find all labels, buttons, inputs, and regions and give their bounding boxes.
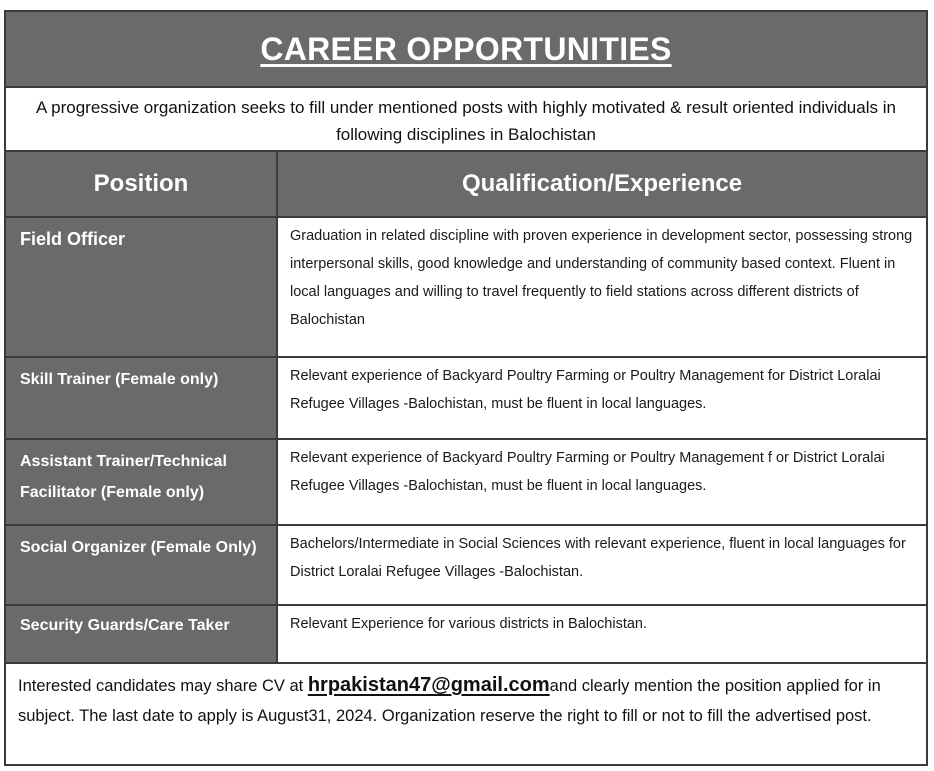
positions-table xyxy=(6,152,926,664)
application-instructions xyxy=(6,664,926,731)
title-bar xyxy=(6,12,926,88)
qualification-security-guards: Relevant Experience for various districts in Balochistan. xyxy=(278,606,926,664)
contact-email-link[interactable]: hrpakistan47@gmail.com xyxy=(307,674,550,696)
position-skill-trainer: Skill Trainer (Female only) xyxy=(6,358,278,440)
qualification-social-organizer: Bachelors/Intermediate in Social Sciences with relevant experience, fluent in local languages for District Loralai Refugee Villages -Balochistan. xyxy=(278,526,926,606)
position-social-organizer: Social Organizer (Female Only) xyxy=(6,526,278,606)
qualification-skill-trainer: Relevant experience of Backyard Poultry Farming or Poultry Management for District Loralai Refugee Villages -Balochistan, must be fluent in local languages. xyxy=(278,358,926,440)
qualification-assistant-trainer: Relevant experience of Backyard Poultry Farming or Poultry Management f or District Loralai Refugee Villages -Balochistan, must be fluent in local languages. xyxy=(278,440,926,526)
footer-text-after-email: and clearly mention the position applied for in subject. The last date to apply is August31, 2024. Organization reserve the right to fill or not to fill the advertised post. xyxy=(18,677,881,725)
position-field-officer: Field Officer xyxy=(6,218,278,358)
intro-text: A progressive organization seeks to fill under mentioned posts with highly motivated & result oriented individuals in following disciplines in Balochistan xyxy=(6,88,926,152)
job-advertisement xyxy=(4,10,928,766)
footer-text-before-email: Interested candidates may share CV at xyxy=(18,677,308,695)
qualification-column-header: Qualification/Experience xyxy=(278,152,926,218)
qualification-field-officer: Graduation in related discipline with proven experience in development sector, possessing strong interpersonal skills, good knowledge and understanding of community based context. Fluent in local languages and willing to travel frequently to field stations across different districts of Balochistan xyxy=(278,218,926,358)
position-assistant-trainer: Assistant Trainer/Technical Facilitator (Female only) xyxy=(6,440,278,526)
position-security-guards: Security Guards/Care Taker xyxy=(6,606,278,664)
ad-title: CAREER OPPORTUNITIES xyxy=(260,30,672,67)
position-column-header: Position xyxy=(6,152,278,218)
